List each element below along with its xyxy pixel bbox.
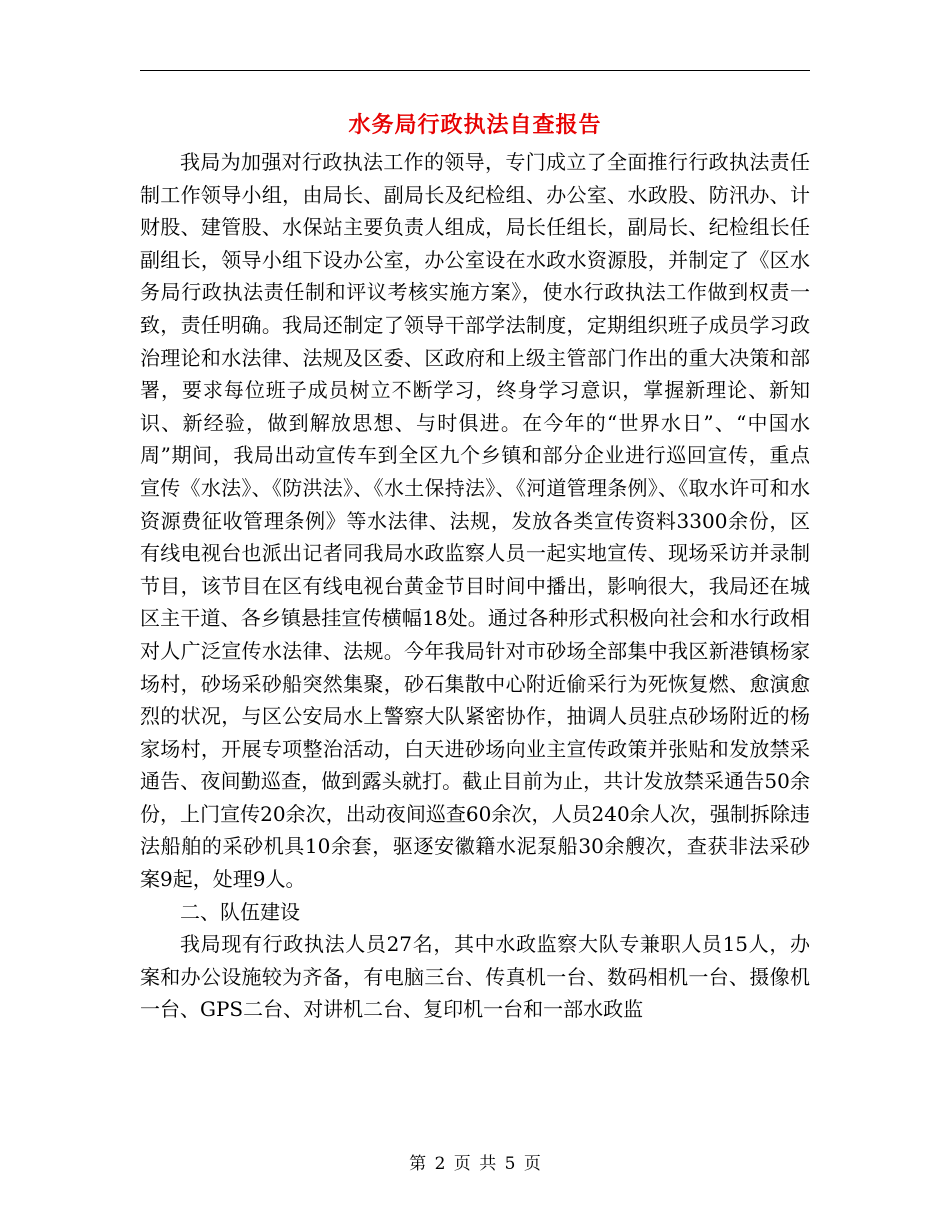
paragraph-1: 我局为加强对行政执法工作的领导，专门成立了全面推行行政执法责任制工作领导小组，由局长、副局长及纪检组、办公室、水政股、防汛办、计财股、建管股、水保站主要负责人组成，局长任组长，副局长、纪检组长任副组长，领导小组下设办公室，办公室设在水政水资源股，并制定了《区水务局行政执法责任制和评议考核实施方案》，使水行政执法工作做到权责一致，责任明确。我局还制定了领导干部学法制度，定期组织班子成员学习政治理论和水法律、法规及区委、区政府和上级主管部门作出的重大决策和部署，要求每位班子成员树立不断学习，终身学习意识，掌握新理论、新知识、新经验，做到解放思想、与时俱进。在今年的“世界水日”、“中国水周”期间，我局出动宣传车到全区九个乡镇和部分企业进行巡回宣传，重点宣传《水法》、《防洪法》、《水土保持法》、《河道管理条例》、《取水许可和水资源费征收管理条例》等水法律、法规，发放各类宣传资料3300余份，区有线电视台也派出记者同我局水政监察人员一起实地宣传、现场采访并录制节目，该节目在区有线电视台黄金节目时间中播出，影响很大，我局还在城区主干道、各乡镇悬挂宣传横幅18处。通过各种形式积极向社会和水行政相对人广泛宣传水法律、法规。今年我局针对市砂场全部集中我区新港镇杨家场村，砂场采砂船突然集聚，砂石集散中心附近偷采行为死恢复燃、愈演愈烈的状况，与区公安局水上警察大队紧密协作，抽调人员驻点砂场附近的杨家场村，开展专项整治活动，白天进砂场向业主宣传政策并张贴和发放禁采通告、夜间勤巡查，做到露头就打。截止目前为止，共计发放禁采通告50余份，上门宣传20余次，出动夜间巡查60余次，人员240余人次，强制拆除违法船舶的采砂机具10余套，驱逐安徽籍水泥泵船30余艘次，查获非法采砂案9起，处理9人。 (140, 150, 810, 892)
page-number-footer: 第 2 页 共 5 页 (409, 1154, 541, 1174)
header-rule (140, 70, 810, 71)
document-title: 水务局行政执法自查报告 (348, 112, 602, 138)
document-body (140, 146, 810, 1026)
section-heading-team-building: 二、队伍建设 (180, 899, 300, 924)
paragraph-2: 我局现有行政执法人员27名，其中水政监察大队专兼职人员15人，办案和办公设施较为齐备，有电脑三台、传真机一台、数码相机一台、摄像机一台、GPS二台、对讲机二台、复印机一台和一部水政监 (140, 932, 810, 1022)
